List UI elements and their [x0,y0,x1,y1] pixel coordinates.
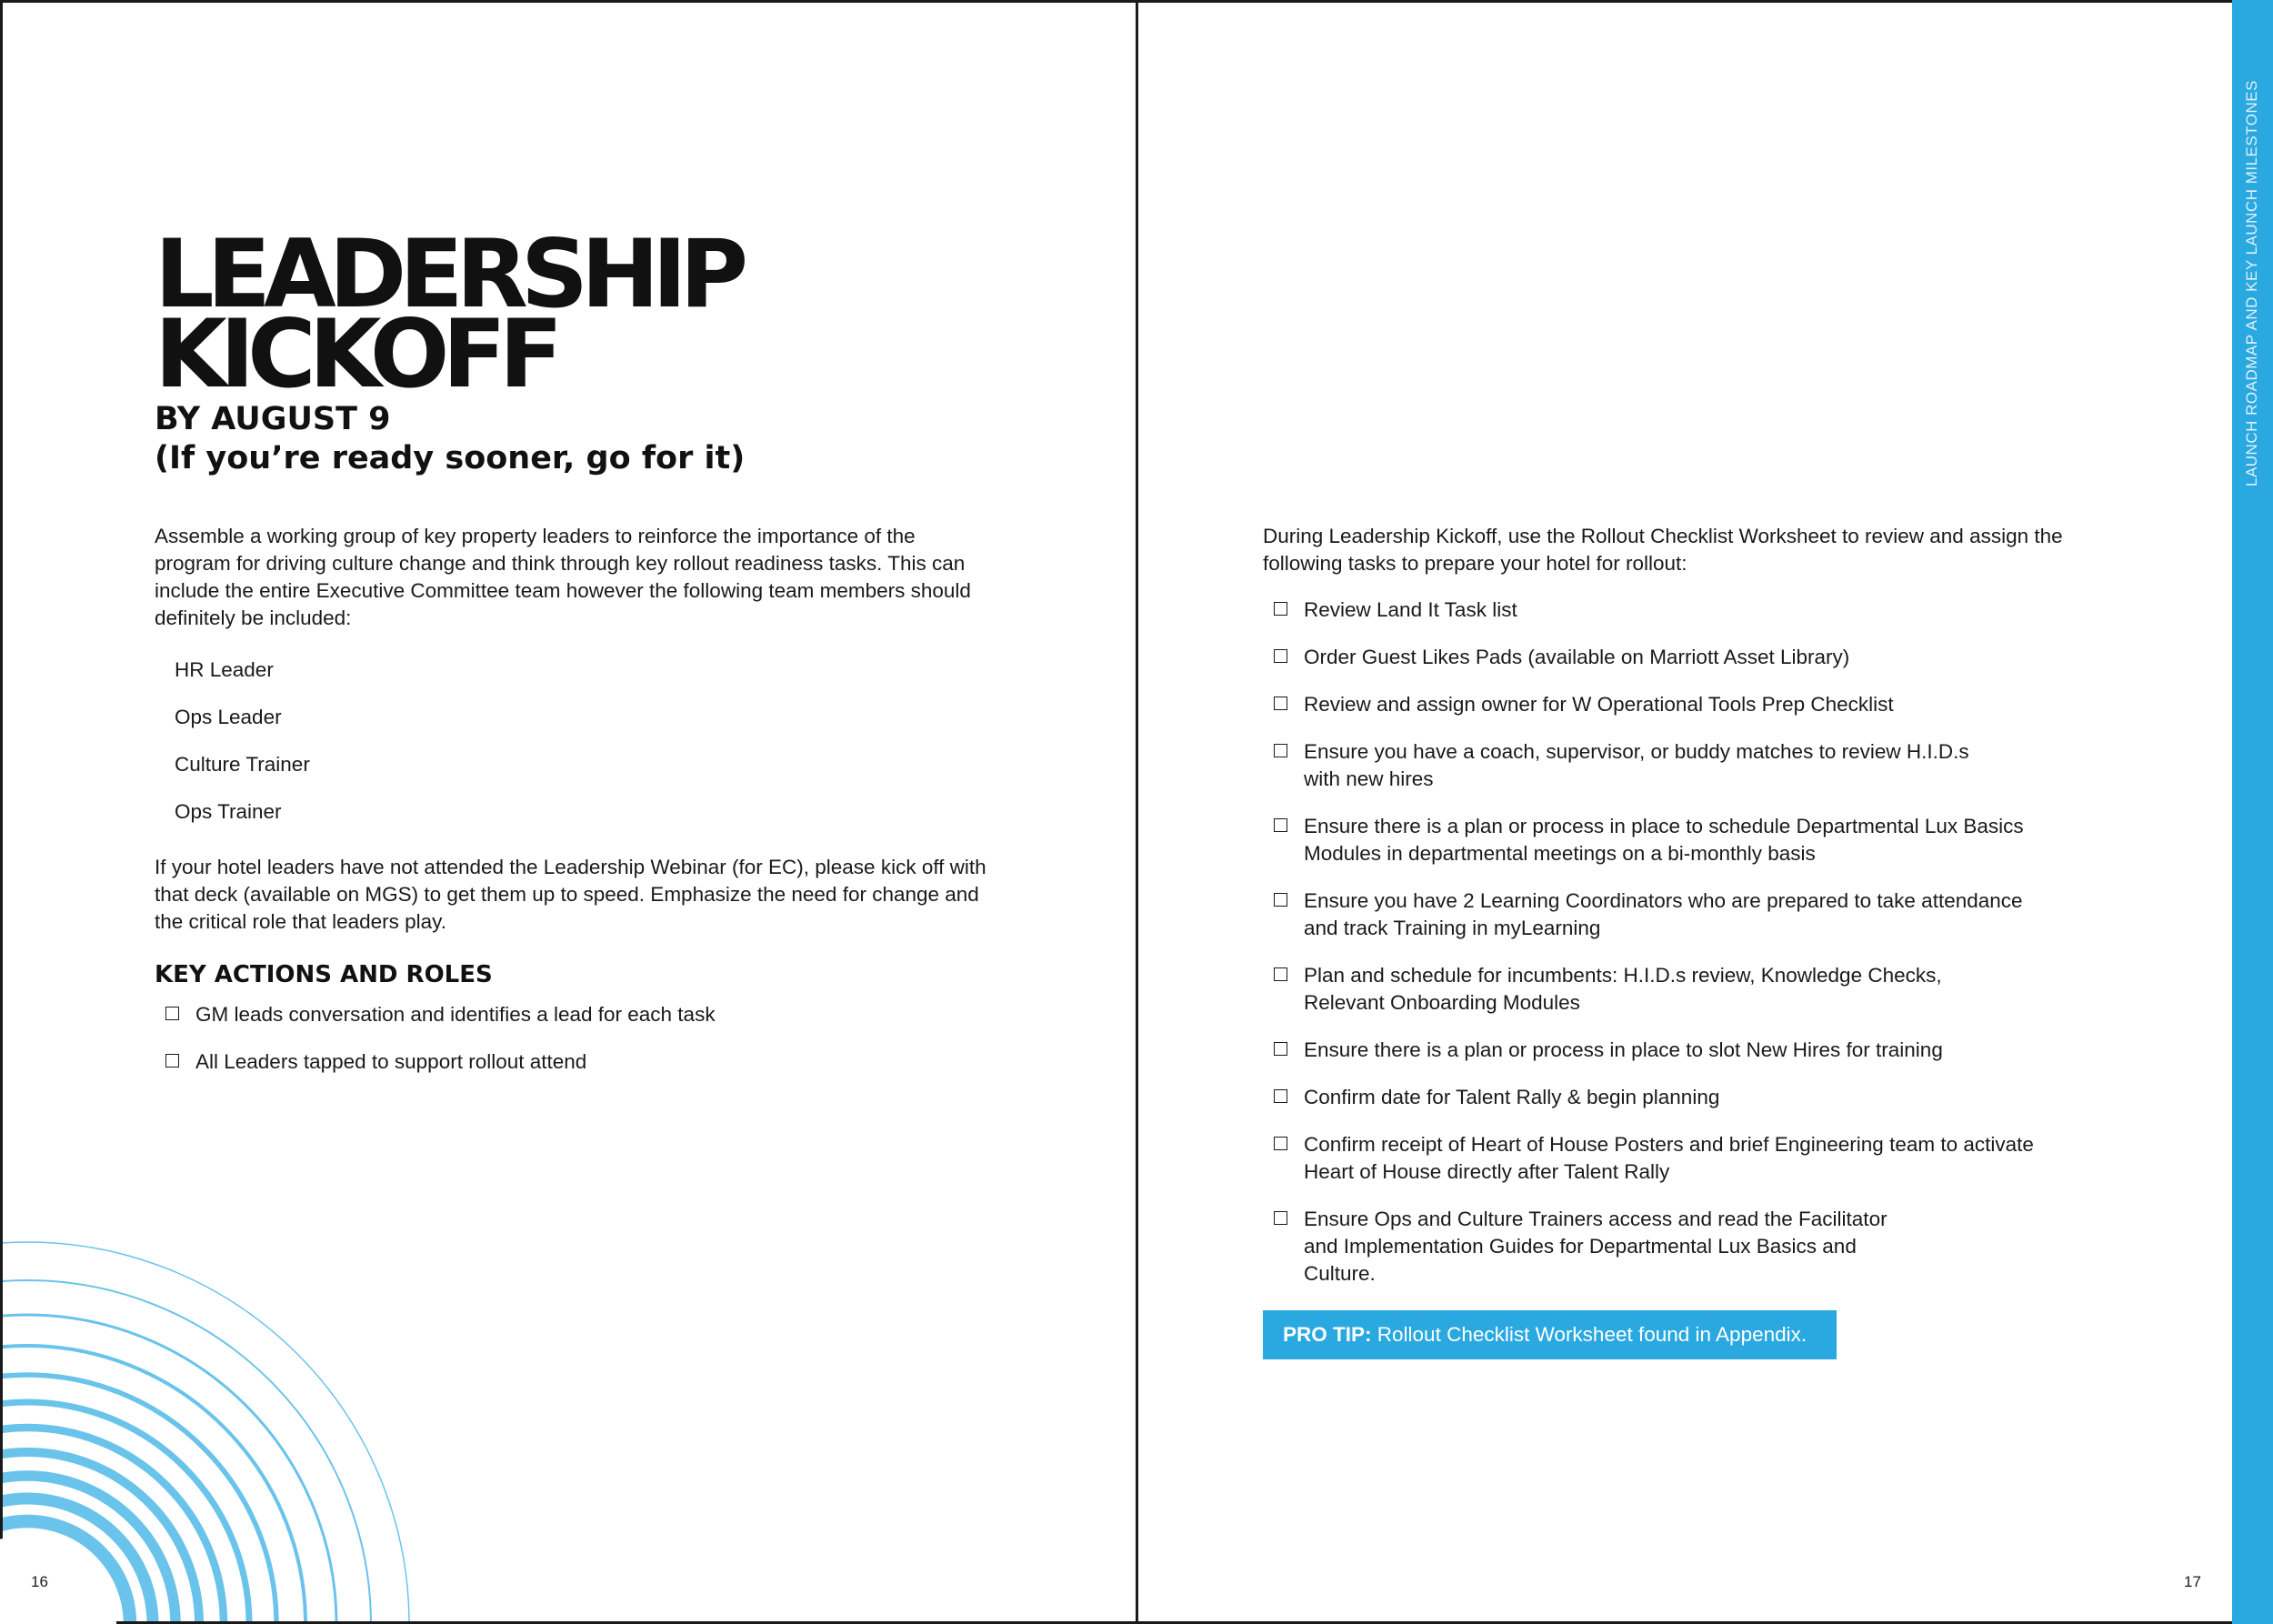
page-number: 16 [31,1573,48,1590]
checkbox-icon[interactable] [1274,1211,1287,1225]
section-heading: KEY ACTIONS AND ROLES [155,961,493,988]
title-line: KICKOFF [155,300,556,409]
leader-list [175,657,310,846]
page-subtitle [155,400,745,478]
checklist-item[interactable] [1263,1131,2077,1206]
checklist-item[interactable] [1263,1037,2063,1084]
rollout-checklist [1263,596,2063,1308]
checkbox-icon[interactable] [1274,697,1287,710]
right-intro-paragraph: During Leadership Kickoff, use the Rollout Checklist Worksheet to review and assign the following tasks to prepare your hotel for rollout: [1263,525,2063,575]
checklist-item[interactable] [1263,962,1977,1037]
page-title [155,220,742,409]
deadline-note: (If you’re ready sooner, go for it) [155,440,746,476]
actions-checklist [155,1001,973,1096]
checklist-item[interactable] [1263,738,1995,813]
checkbox-icon[interactable] [1274,818,1287,832]
checklist-item-label: Ensure there is a plan or process in place to schedule Departmental Lux Basics Modules in departmental meetings on a bi-monthly basis [1304,815,2024,865]
checklist-item[interactable] [1263,691,2063,738]
checklist-item-label: Order Guest Likes Pads (available on Marriott Asset Library) [1304,646,1850,668]
checklist-item-label: Plan and schedule for incumbents: H.I.D.s review, Knowledge Checks, Relevant Onboarding Modules [1304,964,1942,1014]
checklist-item-label: Confirm date for Talent Rally & begin planning [1304,1086,1720,1108]
checkbox-icon[interactable] [1274,1137,1287,1150]
pro-tip-callout [1263,1310,1837,1359]
checklist-item[interactable] [1263,1206,1904,1308]
pro-tip-label: PRO TIP: [1283,1323,1372,1346]
page-number: 17 [2184,1573,2201,1590]
intro-paragraph: Assemble a working group of key property leaders to reinforce the importance of the program for driving culture change and think through key rollout readiness tasks. This can include the entire Executive Committee team however the following team members should definitely be included: [155,525,971,629]
checklist-item-label: Ensure there is a plan or process in place to slot New Hires for training [1304,1038,1943,1061]
checklist-item-label: Ensure you have a coach, supervisor, or buddy matches to review H.I.D.s with new hires [1304,740,1969,790]
checkbox-icon[interactable] [165,1054,179,1068]
checklist-item[interactable] [1263,1084,2063,1131]
side-tab-label: LAUNCH ROADMAP AND KEY LAUNCH MILESTONES [2243,80,2260,487]
pro-tip-text: Rollout Checklist Worksheet found in Appendix. [1377,1323,1807,1346]
checklist-item-label: All Leaders tapped to support rollout attend [195,1050,587,1073]
title-line: LEADERSHIP [155,220,742,329]
checklist-item[interactable] [1263,887,2049,962]
list-item: HR Leader [175,658,274,681]
list-item: Ops Leader [175,706,282,728]
checklist-item[interactable] [1263,813,2031,887]
checkbox-icon[interactable] [1274,1042,1287,1056]
webinar-paragraph: If your hotel leaders have not attended the Leadership Webinar (for EC), please kick off with that deck (available on MGS) to get them up to speed. Emphasize the need for change and the critical role that leaders play. [155,856,986,933]
checkbox-icon[interactable] [1274,1089,1287,1103]
checkbox-icon[interactable] [1274,602,1287,616]
checklist-item-label: Ensure Ops and Culture Trainers access and read the Facilitator and Implementation Guides for Departmental Lux Basics and Culture. [1304,1208,1887,1285]
checklist-item[interactable] [1263,644,2063,691]
checklist-item[interactable] [155,1001,973,1048]
deadline-text: BY AUGUST 9 [155,401,391,437]
list-item: Ops Trainer [175,800,282,823]
checklist-item-label: GM leads conversation and identifies a lead for each task [195,1003,716,1026]
checklist-item-label: Confirm receipt of Heart of House Posters and brief Engineering team to activate Heart of House directly after Talent Rally [1304,1133,2034,1183]
checkbox-icon[interactable] [165,1007,179,1020]
checkbox-icon[interactable] [1274,744,1287,757]
checkbox-icon[interactable] [1274,893,1287,907]
list-item: Culture Trainer [175,753,310,776]
checklist-item-label: Review Land It Task list [1304,598,1517,621]
checkbox-icon[interactable] [1274,649,1287,663]
checklist-item-label: Review and assign owner for W Operational Tools Prep Checklist [1304,693,1894,716]
checklist-item[interactable] [155,1048,973,1096]
checklist-item-label: Ensure you have 2 Learning Coordinators who are prepared to take attendance and track Training in myLearning [1304,889,2023,939]
checklist-item[interactable] [1263,596,2063,644]
checkbox-icon[interactable] [1274,967,1287,981]
